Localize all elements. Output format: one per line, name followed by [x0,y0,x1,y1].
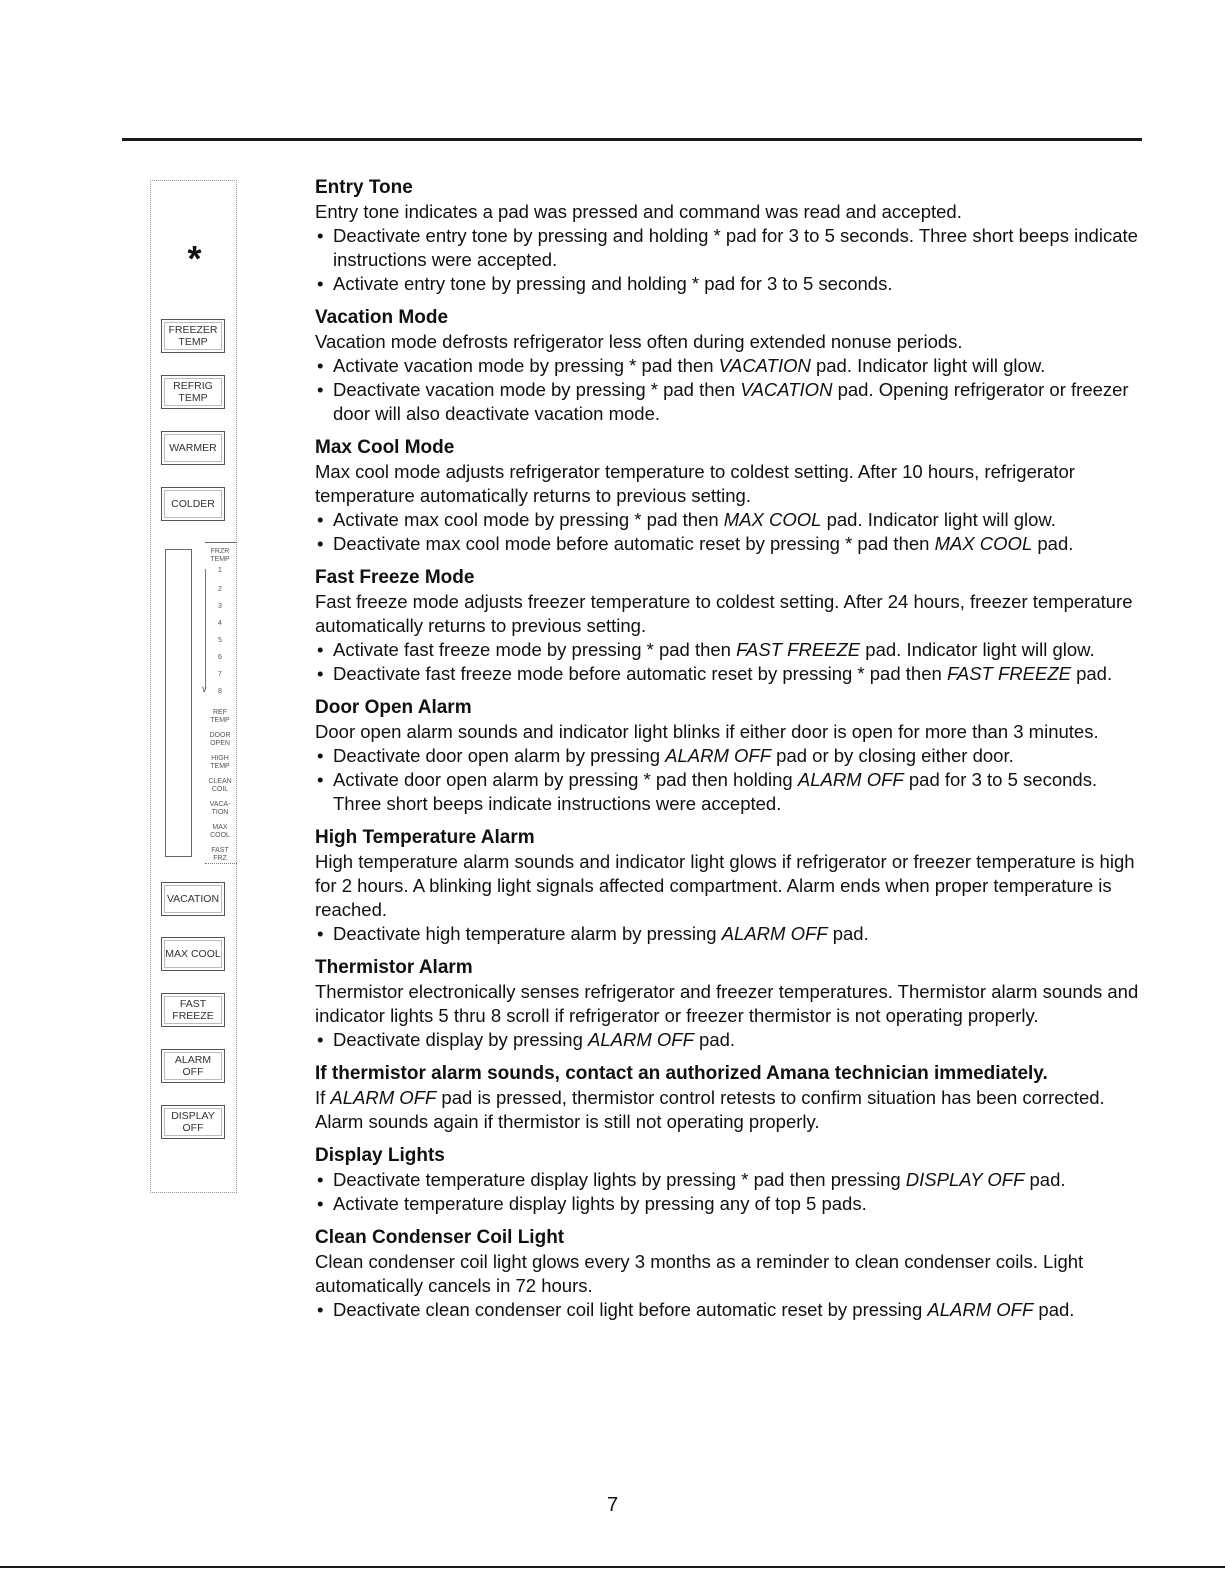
warning-text: pad is pressed, thermistor control retests to confirm situation has been corrected. Alarm sounds again if thermistor is still not operating properly. [315,1087,1105,1132]
bullet-text: pad. Indicator light will glow. [860,639,1095,660]
bullet-text: pad. Indicator light will glow. [810,355,1046,376]
section-display-lights [315,1144,1145,1216]
indicator-2: 2 [218,586,222,593]
bullet-text: Deactivate vacation mode by pressing * pad then [333,379,741,400]
refrig-temp-pad: REFRIG TEMP [161,375,225,409]
section-text: Vacation mode defrosts refrigerator less often during extended nonuse periods. [315,331,963,352]
indicator-8: 8 [218,688,222,695]
display-divider [191,549,192,857]
vacation-pad: VACATION [161,882,225,916]
pad-name: ALARM OFF [588,1029,694,1050]
indicator-7: 7 [218,671,222,678]
pad-name: VACATION [718,355,811,376]
section-text: Max cool mode adjusts refrigerator temperature to coldest setting. After 10 hours, refrigerator temperature automatically returns to previous setting. [315,461,1075,506]
bullet-text: pad. [1070,663,1113,684]
pad-name: VACATION [740,379,833,400]
bullet-item [315,1298,1145,1322]
bottom-rule [0,1566,1225,1568]
bullet-item [315,744,1145,768]
star-pad: * [187,238,202,279]
bullet-text: Activate vacation mode by pressing * pad then [333,355,719,376]
bullet-item [315,378,1145,426]
bullet-item [315,532,1145,556]
bullet-item [315,768,1145,816]
bullet-text: pad. [1033,1299,1075,1320]
indicator-1: 1 [218,567,222,574]
pad-name: ALARM OFF [665,745,772,766]
pad-name: ALARM OFF [330,1087,437,1108]
section-max-cool-mode [315,436,1145,556]
bullet-text: pad for 3 to 5 seconds. Three short beeps indicate instructions were accepted. [333,769,1098,814]
pad-name: FAST FREEZE [946,663,1071,684]
indicator-3: 3 [218,603,222,610]
bullet-item: • Deactivate entry tone by pressing and holding * pad for 3 to 5 seconds. Three short beeps indicate instructions were accepted. [315,224,1145,272]
section-high-temperature-alarm [315,826,1145,946]
bullet-text: Deactivate max cool mode before automatic reset by pressing * pad then [333,533,935,554]
max-cool-pad: MAX COOL [161,937,225,971]
indicator-frzr-temp: FRZR TEMP [210,548,230,563]
section-text: Fast freeze mode adjusts freezer temperature to coldest setting. After 24 hours, freezer temperature automatically returns to previous setting. [315,591,1133,636]
section-text: Thermistor electronically senses refrigerator and freezer temperatures. Thermistor alarm sounds and indicator lights 5 thru 8 scroll if refrigerator or freezer thermistor is not operating properly. [315,981,1139,1026]
section-heading: Vacation Mode [315,307,449,328]
scale-arrow-icon: ∨ [201,684,208,694]
page-number: 7 [606,1494,619,1516]
bullet-item: • Activate temperature display lights by pressing any of top 5 pads. [315,1192,1145,1216]
bullet-text: pad. [827,923,869,944]
section-heading: Max Cool Mode [315,437,455,458]
warmer-pad: WARMER [161,431,225,465]
section-text: High temperature alarm sounds and indicator light glows if refrigerator or freezer temperature is high for 2 hours. A blinking light signals affected compartment. Alarm ends when proper temperature is reached. [315,851,1135,920]
section-heading: If thermistor alarm sounds, contact an authorized Amana technician immediately. [315,1063,1048,1084]
bullet-text: pad. Opening refrigerator or freezer door will also deactivate vacation mode. [333,379,1129,424]
bullet-item [315,508,1145,532]
bullet-item [315,638,1145,662]
indicator-5: 5 [218,637,222,644]
section-heading: Door Open Alarm [315,697,472,718]
pad-name: MAX COOL [934,533,1033,554]
section-heading: Display Lights [315,1145,445,1166]
bullet-text: Deactivate door open alarm by pressing [333,745,666,766]
pad-name: DISPLAY OFF [905,1169,1025,1190]
section-door-open-alarm [315,696,1145,816]
bullet-text: pad. [1032,533,1074,554]
bullet-item [315,662,1145,686]
section-vacation-mode [315,306,1145,426]
bullet-item: • Activate entry tone by pressing and holding * pad for 3 to 5 seconds. [315,272,1145,296]
pad-name: ALARM OFF [721,923,828,944]
alarm-off-pad: ALARM OFF [161,1049,225,1083]
colder-pad: COLDER [161,487,225,521]
instructions-column [315,176,1145,1332]
indicator-door-open: DOOR OPEN [209,732,231,747]
bullet-text: Deactivate temperature display lights by pressing * pad then pressing [333,1169,906,1190]
section-heading: Clean Condenser Coil Light [315,1227,565,1248]
bullet-text: Activate door open alarm by pressing * pad then holding [333,769,798,790]
pad-name: ALARM OFF [797,769,904,790]
bullet-text: pad. Indicator light will glow. [821,509,1056,530]
section-thermistor-alarm [315,956,1145,1052]
display-top-line [205,542,237,543]
section-text: Clean condenser coil light glows every 3 months as a reminder to clean condenser coils. Light automatically cancels in 72 hours. [315,1251,1084,1296]
section-text: Entry tone indicates a pad was pressed and command was read and accepted. [315,201,962,222]
indicator-6: 6 [218,654,222,661]
fast-freeze-pad: FAST FREEZE [161,993,225,1027]
section-clean-condenser-coil-light [315,1226,1145,1322]
indicator-high-temp: HIGH TEMP [210,755,230,770]
indicator-4: 4 [218,620,222,627]
freezer-temp-pad: FREEZER TEMP [161,319,225,353]
control-panel-illustration [150,180,237,1193]
bullet-text: Deactivate display by pressing [333,1029,589,1050]
temperature-display [165,549,191,857]
display-off-pad: DISPLAY OFF [161,1105,225,1139]
section-heading: High Temperature Alarm [315,827,535,848]
section-heading: Thermistor Alarm [315,957,473,978]
warning-text: If [315,1087,331,1108]
bullet-text: Activate max cool mode by pressing * pad then [333,509,724,530]
pad-name: ALARM OFF [927,1299,1034,1320]
bullet-item [315,1168,1145,1192]
section-text [315,1086,1145,1134]
indicator-vacation: VACA- TION [209,801,231,816]
section-heading: Fast Freeze Mode [315,567,475,588]
indicator-max-cool: MAX COOL [210,824,230,839]
display-bottom-line [205,863,237,865]
section-thermistor-warning [315,1062,1145,1134]
pad-name: MAX COOL [723,509,822,530]
bullet-text: pad. [693,1029,736,1050]
bullet-text: Deactivate fast freeze mode before automatic reset by pressing * pad then [333,663,947,684]
section-entry-tone [315,176,1145,296]
bullet-item [315,922,1145,946]
bullet-text: Activate fast freeze mode by pressing * pad then [333,639,737,660]
top-rule [122,138,1142,141]
bullet-item [315,354,1145,378]
pad-name: FAST FREEZE [736,639,861,660]
indicator-clean-coil: CLEAN COIL [208,778,232,793]
bullet-text: pad or by closing either door. [771,745,1014,766]
bullet-item [315,1028,1145,1052]
bullet-text: Deactivate high temperature alarm by pressing [333,923,722,944]
bullet-text: pad. [1024,1169,1066,1190]
bullet-text: Deactivate clean condenser coil light before automatic reset by pressing [333,1299,928,1320]
section-fast-freeze-mode [315,566,1145,686]
section-heading: Entry Tone [315,177,413,198]
indicator-ref-temp: REF TEMP [210,709,230,724]
indicator-fast-frz: FAST FRZ [211,847,229,862]
section-text: Door open alarm sounds and indicator light blinks if either door is open for more than 3 minutes. [315,721,1099,742]
